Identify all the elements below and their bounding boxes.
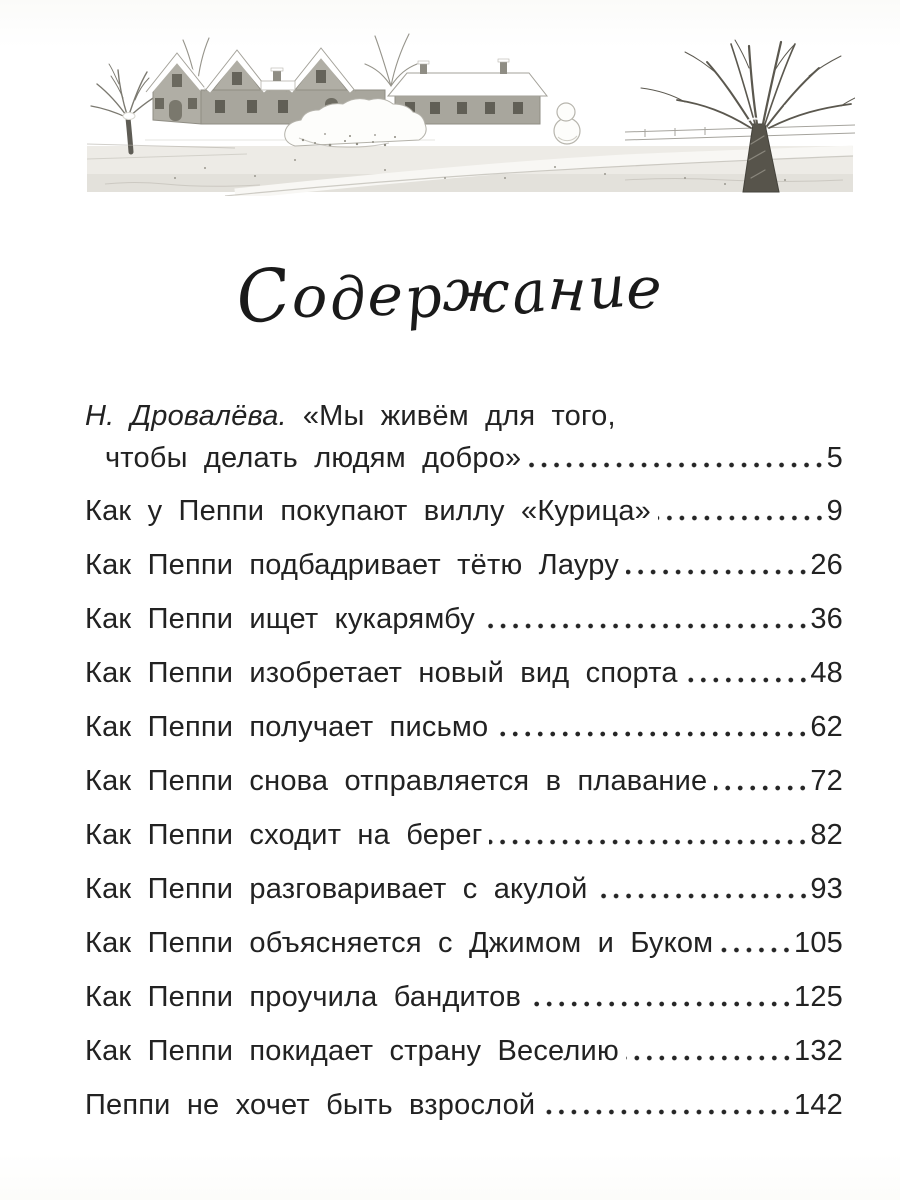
toc-entry [85,495,843,527]
toc-entry-title: Пеппи не хочет быть взрослой [85,1089,536,1121]
dot-leader [658,514,826,522]
dot-leader [714,784,809,792]
toc-entry-title: Как Пеппи разговаривает с акулой [85,873,588,905]
toc-entry [85,603,843,635]
toc-entry-title: Как Пеппи изобретает новый вид спорта [85,657,678,689]
title-block [0,248,900,342]
toc-entry-page: 36 [810,603,843,635]
toc-entry-page: 5 [826,442,843,474]
toc-entry [85,1089,843,1121]
toc-entry-title: «Мы живём для того, [302,400,616,432]
dot-leader [528,461,825,469]
toc-entry-page: 9 [826,495,843,527]
toc-entry-title: Как Пеппи ищет кукарямбу [85,603,475,635]
dot-leader [685,676,810,684]
toc-entry-page: 105 [794,927,843,959]
toc-entry [85,927,843,959]
toc-entry-title: Как Пеппи проучила бандитов [85,981,522,1013]
toc-entry [85,873,843,905]
toc-entry-page: 82 [810,819,843,851]
winter-village-illustration [85,28,855,196]
toc-entry [85,1035,843,1067]
toc-entry-page: 132 [794,1035,843,1067]
toc-entry-page: 125 [794,981,843,1013]
toc-entry-title: Как Пеппи покидает страну Веселию [85,1035,619,1067]
dot-leader [595,892,810,900]
dot-leader [528,1000,793,1008]
toc-entry-page: 62 [810,711,843,743]
toc-entry-author: Н. Дровалёва. [85,400,287,432]
toc-entry-title: Как Пеппи объясняется с Джимом и Буком [85,927,714,959]
dot-leader [482,622,809,630]
dot-leader [542,1108,793,1116]
table-of-contents [85,400,843,1143]
snowman-sketch [554,103,580,144]
dot-leader [495,730,809,738]
toc-entry-page: 142 [794,1089,843,1121]
toc-entry [85,400,843,432]
page-title: Содержание [230,250,667,342]
toc-entry [85,711,843,743]
toc-entry-title: чтобы делать людям добро» [105,442,522,474]
toc-entry-page: 93 [810,873,843,905]
toc-entry-title: Как Пеппи получает письмо [85,711,489,743]
toc-entry-title: Как Пеппи сходит на берег [85,819,483,851]
winter-village-sketch-svg [85,28,855,196]
dot-leader [720,946,793,954]
toc-entry-title: Как Пеппи снова отправляется в плавание [85,765,708,797]
dot-leader [626,568,809,576]
toc-entry [85,657,843,689]
toc-entry-title: Как у Пеппи покупают виллу «Курица» [85,495,651,527]
toc-entry [85,819,843,851]
toc-entry [85,549,843,581]
dot-leader [626,1054,793,1062]
toc-entry-page: 72 [810,765,843,797]
toc-entry-title: Как Пеппи подбадривает тётю Лауру [85,549,619,581]
toc-entry [85,981,843,1013]
toc-entry-page: 48 [810,657,843,689]
toc-entry [85,765,843,797]
dot-leader [489,838,809,846]
toc-entry-continuation [85,442,843,474]
toc-entry-page: 26 [810,549,843,581]
